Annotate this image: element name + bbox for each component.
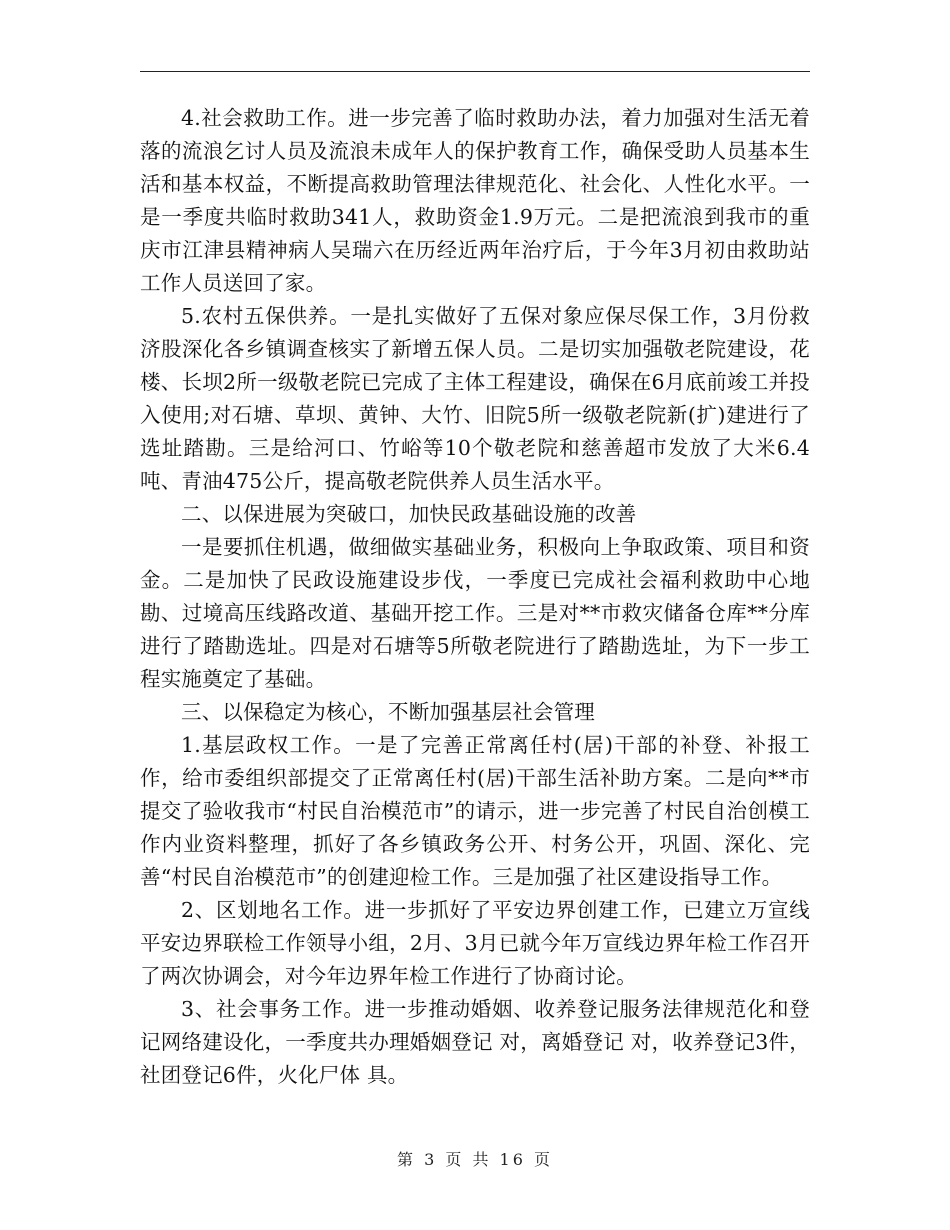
paragraph-rural-five-guarantees: 5.农村五保供养。一是扎实做好了五保对象应保尽保工作，3月份救济股深化各乡镇调查核实了新增五保人员。二是切实加强敬老院建设，花楼、长坝2所一级敬老院已完成了主体工程建设，确保在6月底前竣工并投入使用;对石塘、草坝、黄钟、大竹、旧院5所一级敬老院新(扩)建进行了选址踏勘。三是给河口、竹峪等10个敬老院和慈善超市发放了大米6.4吨、青油475公斤，提高敬老院供养人员生活水平。 [140, 304, 810, 493]
paragraph-social-affairs: 3、社会事务工作。进一步推动婚姻、收养登记服务法律规范化和登记网络建设化，一季度共办理婚姻登记 对，离婚登记 对，收养登记3件，社团登记6件，火化尸体 具。 [140, 997, 810, 1087]
paragraph-social-assistance: 4.社会救助工作。进一步完善了临时救助办法，着力加强对生活无着落的流浪乞讨人员及流浪未成年人的保护教育工作，确保受助人员基本生活和基本权益，不断提高救助管理法律规范化、社会化、人性化水平。一是一季度共临时救助341人，救助资金1.9万元。二是把流浪到我市的重庆市江津县精神病人吴瑞六在历经近两年治疗后，于今年3月初由救助站工作人员送回了家。 [140, 106, 810, 295]
header-rule [140, 71, 810, 72]
paragraph-infrastructure: 一是要抓住机遇，做细做实基础业务，积极向上争取政策、项目和资金。二是加快了民政设施建设步伐，一季度已完成社会福利救助中心地勘、过境高压线路改道、基础开挖工作。三是对**市救灾储备仓库**分库进行了踏勘选址。四是对石塘等5所敬老院进行了踏勘选址，为下一步工程实施奠定了基础。 [140, 535, 810, 691]
page-number: 第 3 页 共 16 页 [397, 1150, 553, 1169]
section-heading-infrastructure: 二、以保进展为突破口，加快民政基础设施的改善 [181, 502, 637, 526]
document-body [140, 102, 810, 1092]
paragraph-place-names: 2、区划地名工作。进一步抓好了平安边界创建工作，已建立万宣线平安边界联检工作领导小组，2月、3月已就今年万宣线边界年检工作召开了两次协调会，对今年边界年检工作进行了协商讨论。 [140, 898, 810, 988]
section-heading-social-management: 三、以保稳定为核心，不断加强基层社会管理 [181, 700, 595, 724]
paragraph-grassroots-government: 1.基层政权工作。一是了完善正常离任村(居)干部的补登、补报工作，给市委组织部提交了正常离任村(居)干部生活补助方案。二是向**市提交了验收我市“村民自治模范市”的请示，进一步完善了村民自治创模工作内业资料整理，抓好了各乡镇政务公开、村务公开，巩固、深化、完善“村民自治模范市”的创建迎检工作。三是加强了社区建设指导工作。 [140, 733, 810, 889]
